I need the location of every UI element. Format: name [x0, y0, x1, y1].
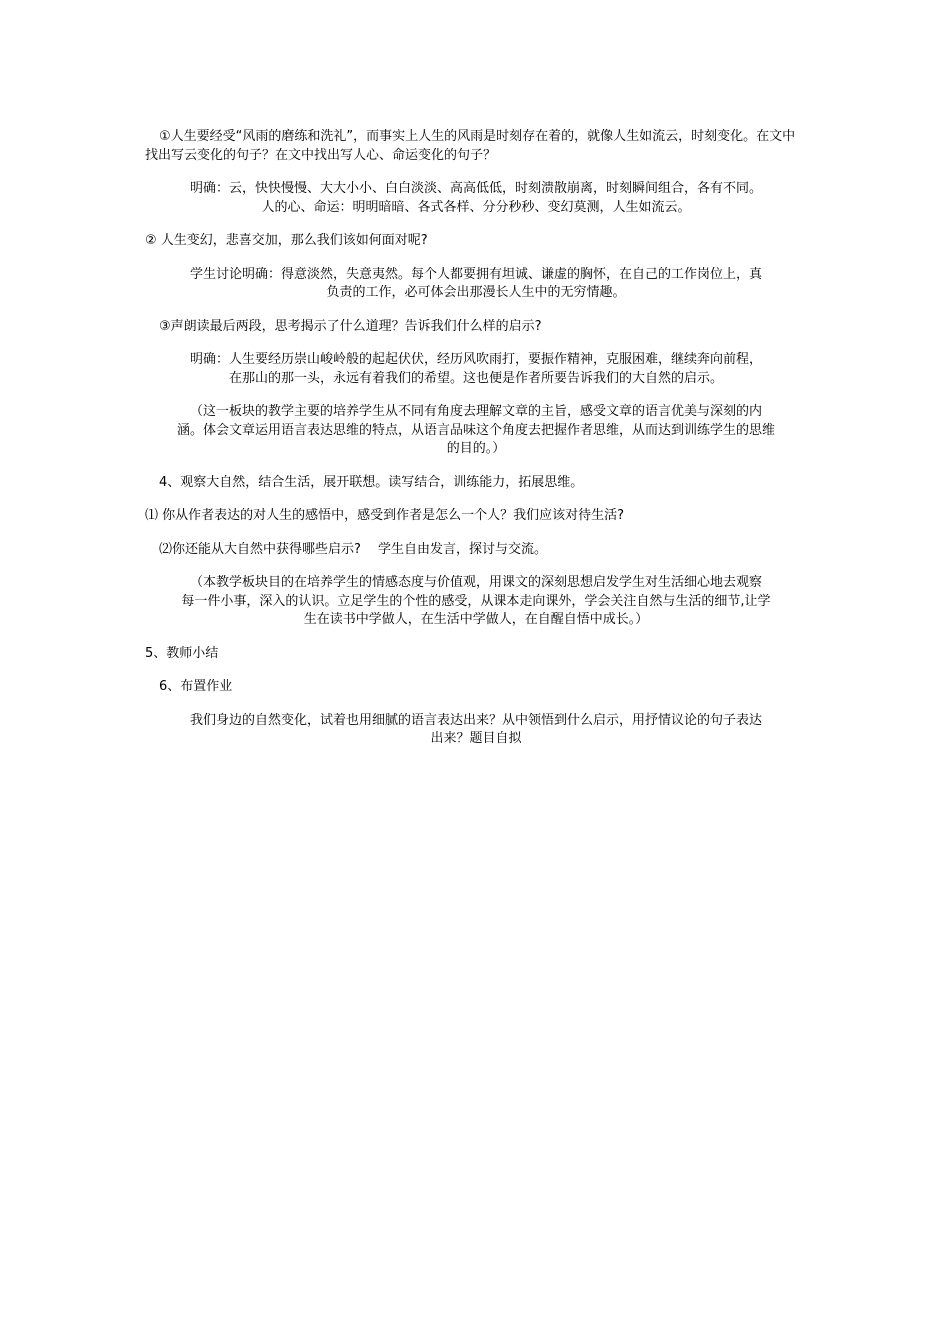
- paragraph-homework-task: [145, 712, 807, 749]
- teaching-note-2-line-1: （本教学板块目的在培养学生的情感态度与价值观，用课文的深刻思想启发学生对生活细心地去观察: [189, 575, 762, 590]
- paragraph-question-author: ⑴ 你从作者表达的对人生的感悟中，感受到作者是怎么一个人？我们应该对待生活?: [145, 508, 625, 523]
- discussion-answer-line-2: 负责的工作，必可体会出那漫长人生中的无穷情趣。: [326, 285, 626, 300]
- paragraph-question-read-aloud: ③声朗读最后两段，思考揭示了什么道理？告诉我们什么样的启示?: [159, 318, 542, 334]
- paragraph-question-clouds: ①人生要经受“风雨的磨练和洗礼”，而事实上人生的风雨是时刻存在着的，就像人生如流云，时刻变化。在文中找出写云变化的句子？在文中找出写人心、命运变化的句子？: [145, 129, 796, 163]
- homework-task-line-1: 我们身边的自然变化，试着也用细腻的语言表达出来？从中领悟到什么启示，用抒情议论的句子表达: [189, 712, 762, 728]
- homework-task-line-2: 出来？题目自拟: [430, 731, 522, 746]
- answer-clouds-line-2: 人的心、命运：明明暗暗、各式各样、分分秒秒、变幻莫测，人生如流云。: [261, 199, 691, 215]
- teaching-note-2-line-3: 生在读书中学做人，在生活中学做人，在自醒自悟中成长。）: [303, 612, 649, 627]
- paragraph-answer-clouds: [145, 180, 807, 217]
- discussion-answer-line-1: 学生讨论明确：得意淡然，失意夷然。每个人都要拥有坦诚、谦虚的胸怀，在自己的工作岗位上，真: [189, 266, 762, 282]
- answer-mountains-line-2: 在那山的那一头，永远有着我们的希望。这也便是作者所要告诉我们的大自然的启示。: [228, 370, 723, 386]
- paragraph-discussion-answer: [145, 266, 807, 303]
- paragraph-question-face-life: ② 人生变幻，悲喜交加，那么我们该如何面对呢?: [145, 233, 428, 248]
- section-heading-teacher-summary: 5、教师小结: [145, 645, 219, 661]
- paragraph-teaching-note-2: [145, 574, 807, 630]
- teaching-note-1-line-3: 的目的。）: [446, 441, 506, 456]
- section-heading-observe-nature: 4、观察大自然，结合生活，展开联想。读写结合，训练能力，拓展思维。: [159, 474, 584, 490]
- teaching-note-1-line-1: （这一板块的教学主要的培养学生从不同有角度去理解文章的主旨，感受文章的语言优美与深刻的内: [189, 404, 762, 419]
- paragraph-answer-mountains: [145, 351, 807, 388]
- paragraph-teaching-note-1: [145, 403, 807, 459]
- paragraph-question-inspiration: ⑵你还能从大自然中获得哪些启示? 学生自由发言，探讨与交流。: [159, 541, 548, 557]
- answer-mountains-line-1: 明确：人生要经历崇山峻岭般的起起伏伏，经历风吹雨打，要振作精神，克服困难，继续奔向前程，: [189, 352, 762, 367]
- teaching-note-2-line-2: 每一件小事，深入的认识。立足学生的个性的感受，从课本走向课外，学会关注自然与生活的细节,让学: [181, 593, 771, 609]
- section-heading-homework: 6、布置作业: [159, 679, 233, 694]
- answer-clouds-line-1: 明确：云，快快慢慢、大大小小、白白淡淡、高高低低，时刻溃散崩离，时刻瞬间组合，各有不同。: [189, 181, 762, 196]
- teaching-note-1-line-2: 涵。体会文章运用语言表达思维的特点，从语言品味这个角度去把握作者思维，从而达到训练学生的思维: [176, 422, 775, 438]
- document-body: [145, 128, 807, 749]
